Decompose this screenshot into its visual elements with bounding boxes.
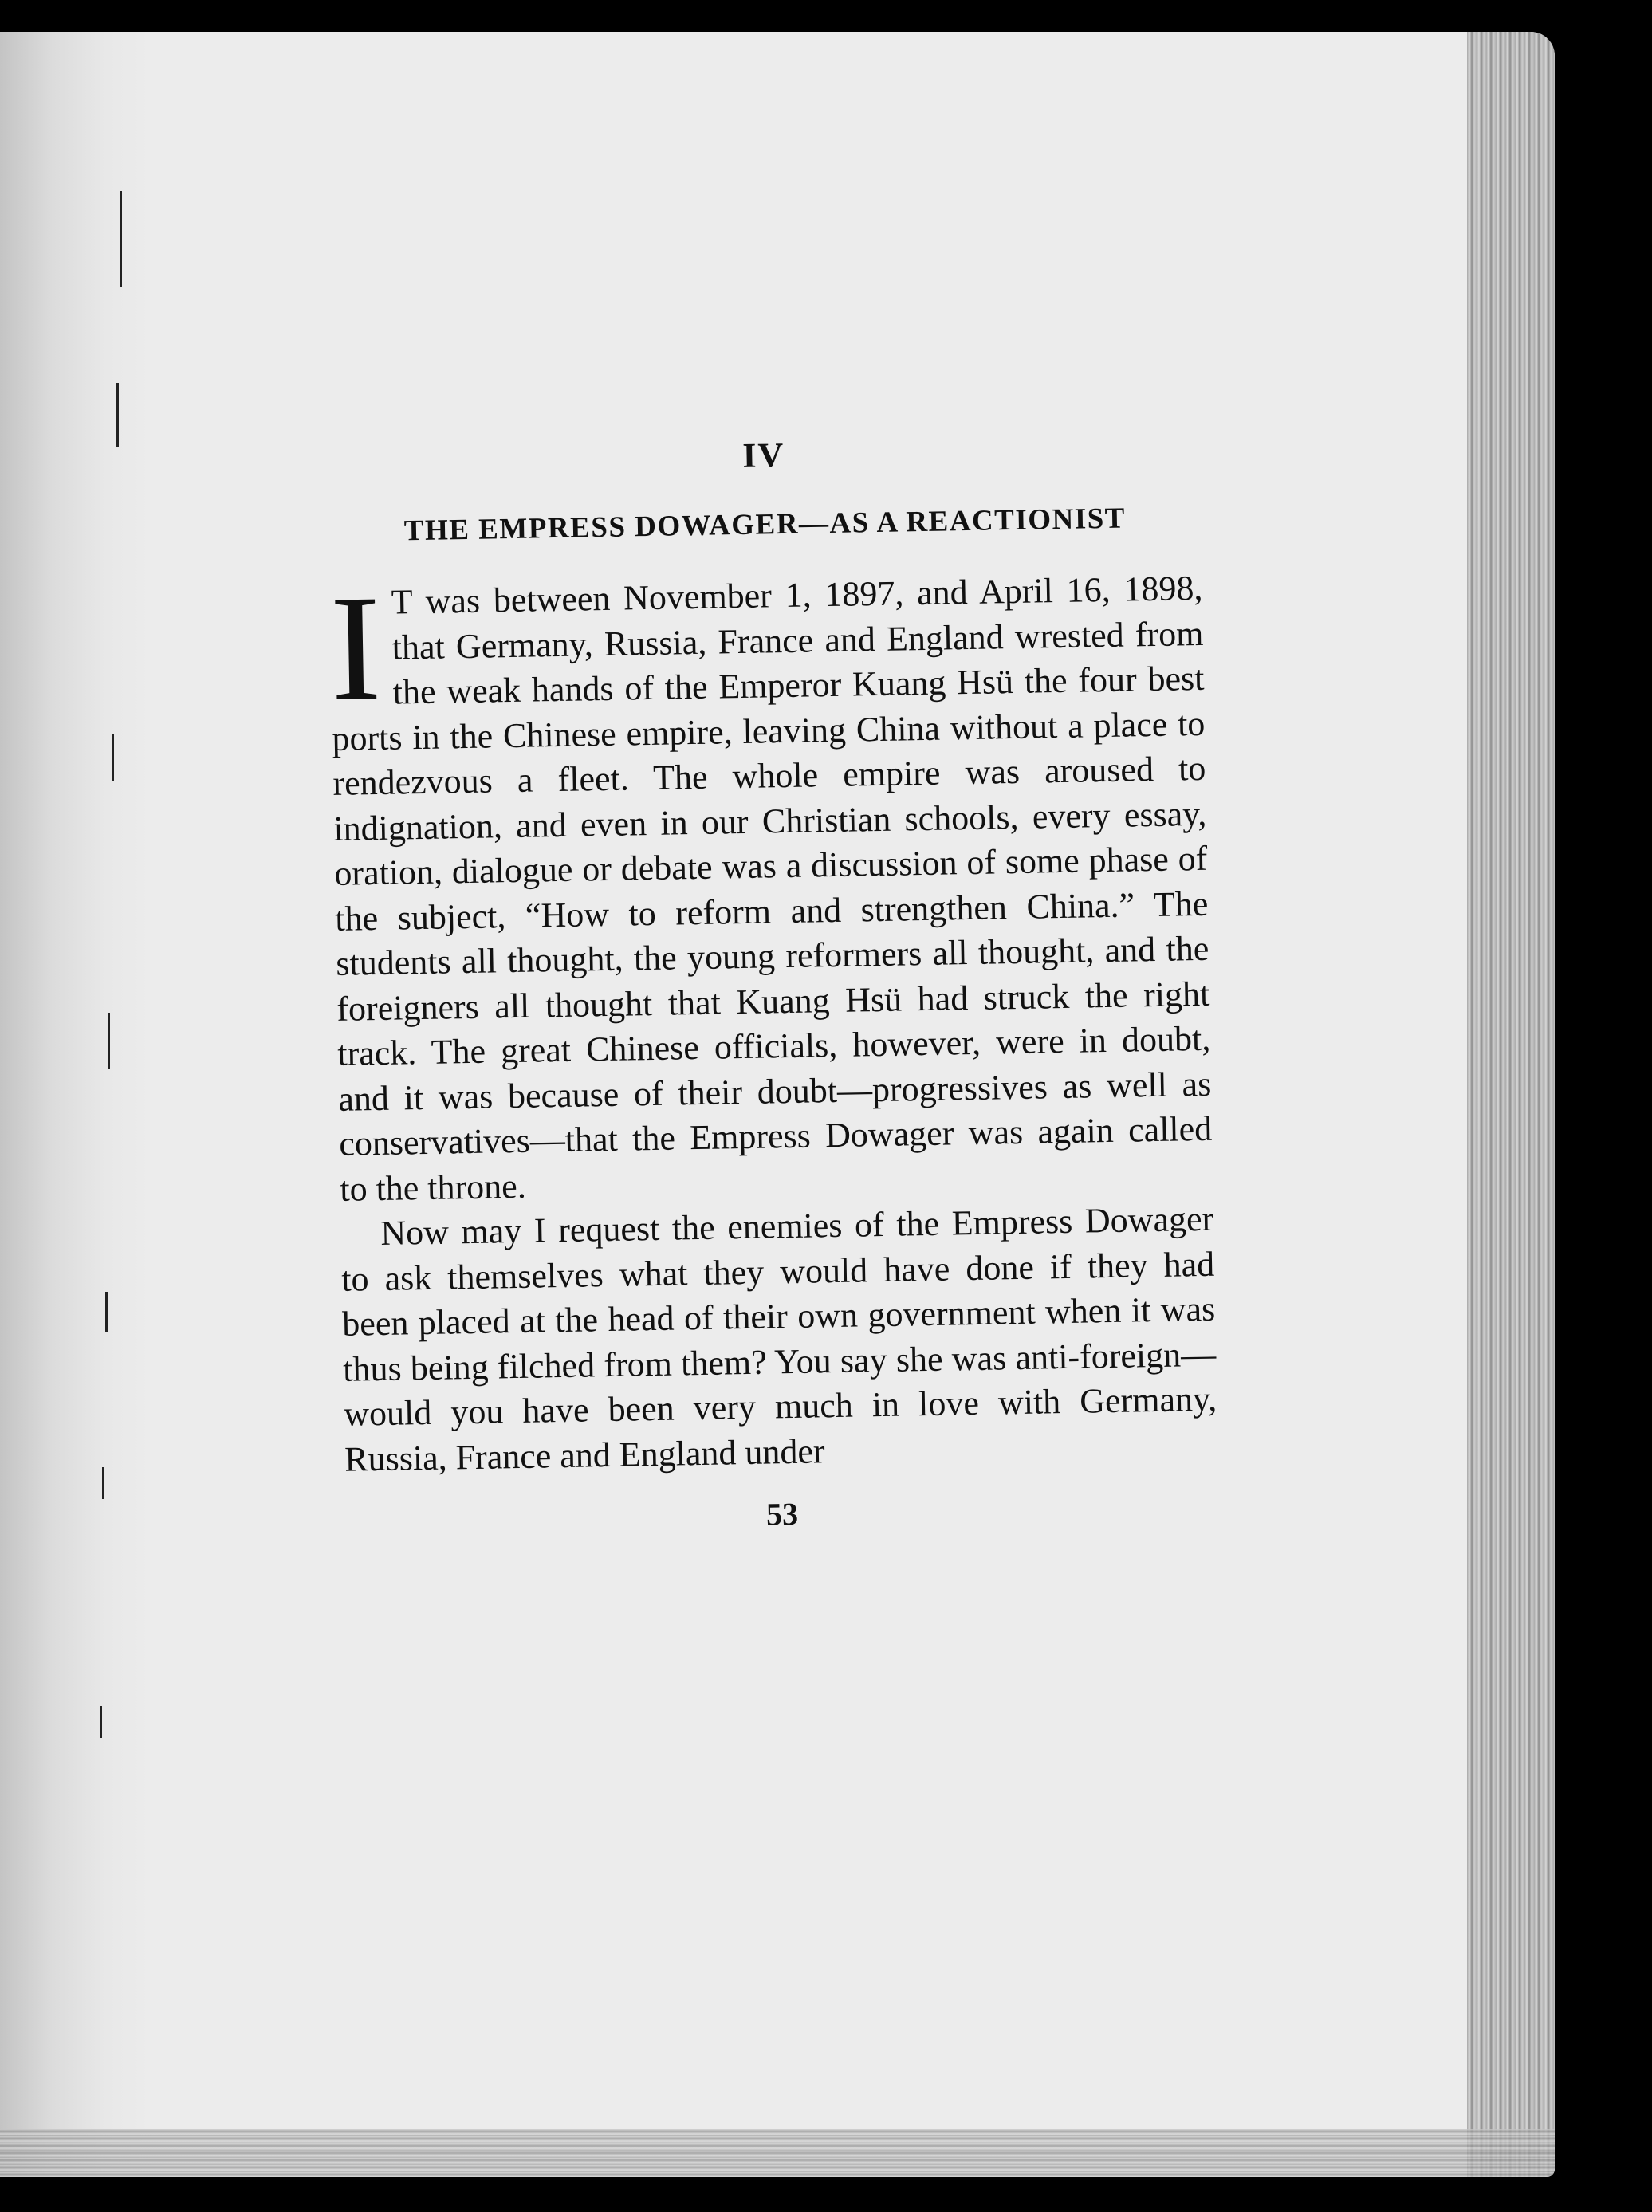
paragraph-1: IT was between November 1, 1897, and April 16, 1898, that Germany, Russia, France and England wrested from the weak hands of the Emperor Kuang Hsü the four best ports in the Chinese empire, leaving China without a place to rendezvous a fleet. The whole empire was aroused to indignation, and even in our Christian schools, every essay, oration, dialogue or debate was a discussion of some phase of the subject, “How to reform and strengthen China.” The students all thought, the young reformers all thought, and the foreigners all thought that Kuang Hsü had struck the right track. The great Chinese officials, however, were in doubt, and it was because of their doubt—progressives as well as conservatives—that the Empress Dowager was again called to the throne. xyxy=(328,564,1213,1209)
chapter-title: THE EMPRESS DOWAGER—AS A REACTIONIST xyxy=(403,502,1127,548)
text-block xyxy=(327,427,1219,1541)
body-text xyxy=(329,566,1218,1482)
page-fore-edge xyxy=(1467,32,1555,2177)
page-number: 53 xyxy=(765,1495,799,1533)
page-bottom-edge xyxy=(0,2129,1555,2177)
paragraph-2: Now may I request the enemies of the Empress Dowager to ask themselves what they would have done if they had been placed at the head of their own government when it was thus being filched from them? You say she was anti-foreign—would you have been very much in love with Germany, Russia, France and England under xyxy=(340,1198,1217,1479)
chapter-number: IV xyxy=(741,435,785,475)
gutter-shadow xyxy=(0,32,151,2177)
